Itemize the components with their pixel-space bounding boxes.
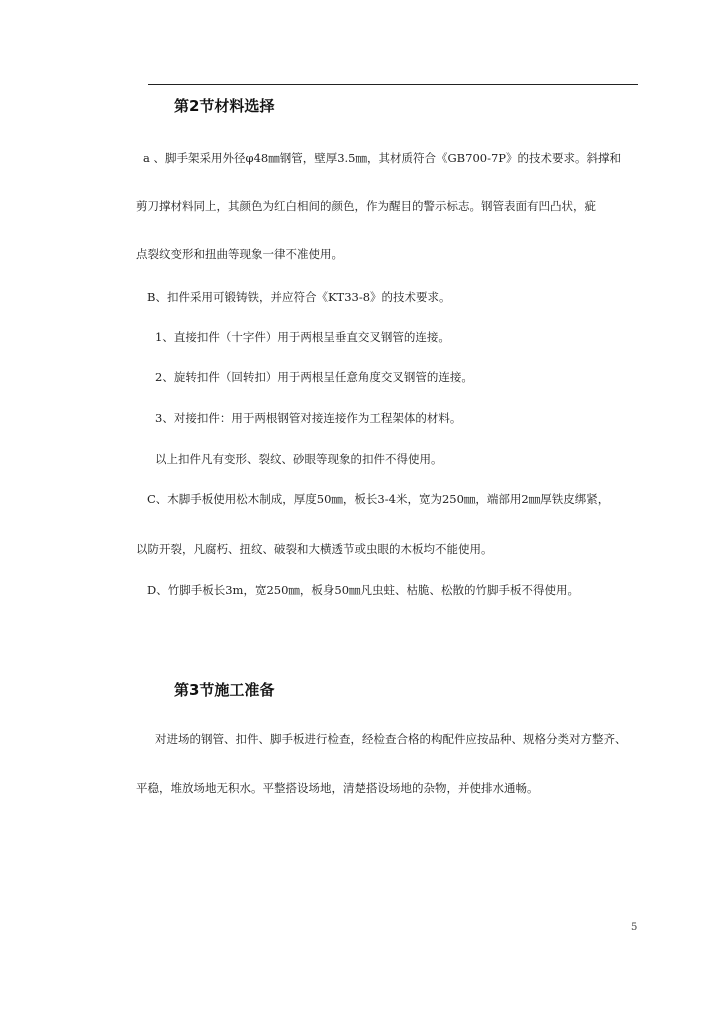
paragraph-line: D、竹脚手板长3m，宽250㎜，板身50㎜凡虫蛀、枯脆、松散的竹脚手板不得使用。 — [147, 583, 580, 597]
list-item: 2、旋转扣件（回转扣）用于两根呈任意角度交叉钢管的连接。 — [155, 370, 473, 384]
paragraph-line: 以上扣件凡有变形、裂纹、砂眼等现象的扣件不得使用。 — [155, 452, 443, 466]
header-rule — [148, 84, 638, 85]
paragraph-line: 剪刀撑材料同上，其颜色为红白相间的颜色，作为醒目的警示标志。钢管表面有凹凸状，疵 — [136, 199, 596, 213]
section-2-heading: 第2节材料选择 — [174, 97, 275, 115]
list-item: 1、直接扣件（十字件）用于两根呈垂直交叉钢管的连接。 — [155, 330, 450, 344]
paragraph-line: 平稳，堆放场地无积水。平整搭设场地，清楚搭设场地的杂物，并使排水通畅。 — [136, 781, 539, 795]
page-number: 5 — [631, 922, 638, 933]
list-item: 3、对接扣件：用于两根钢管对接连接作为工程架体的材料。 — [155, 411, 462, 425]
paragraph-line: 对进场的钢管、扣件、脚手板进行检查，经检查合格的构配件应按品种、规格分类对方整齐、 — [155, 732, 627, 746]
paragraph-line: 以防开裂，凡腐朽、扭纹、破裂和大横透节或虫眼的木板均不能使用。 — [136, 542, 493, 556]
paragraph-line: C、木脚手板使用松木制成，厚度50㎜，板长3-4米，宽为250㎜，端部用2㎜厚铁皮绑紧， — [147, 492, 610, 506]
section-3-heading: 第3节施工准备 — [174, 681, 275, 699]
paragraph-line: B、扣件采用可锻铸铁，并应符合《KT33-8》的技术要求。 — [147, 290, 451, 304]
paragraph-line: 点裂纹变形和扭曲等现象一律不准使用。 — [136, 247, 343, 261]
paragraph-line: a 、脚手架采用外径φ48㎜钢管，壁厚3.5㎜，其材质符合《GB700-7P》的技术要求。斜撑和 — [143, 151, 622, 165]
